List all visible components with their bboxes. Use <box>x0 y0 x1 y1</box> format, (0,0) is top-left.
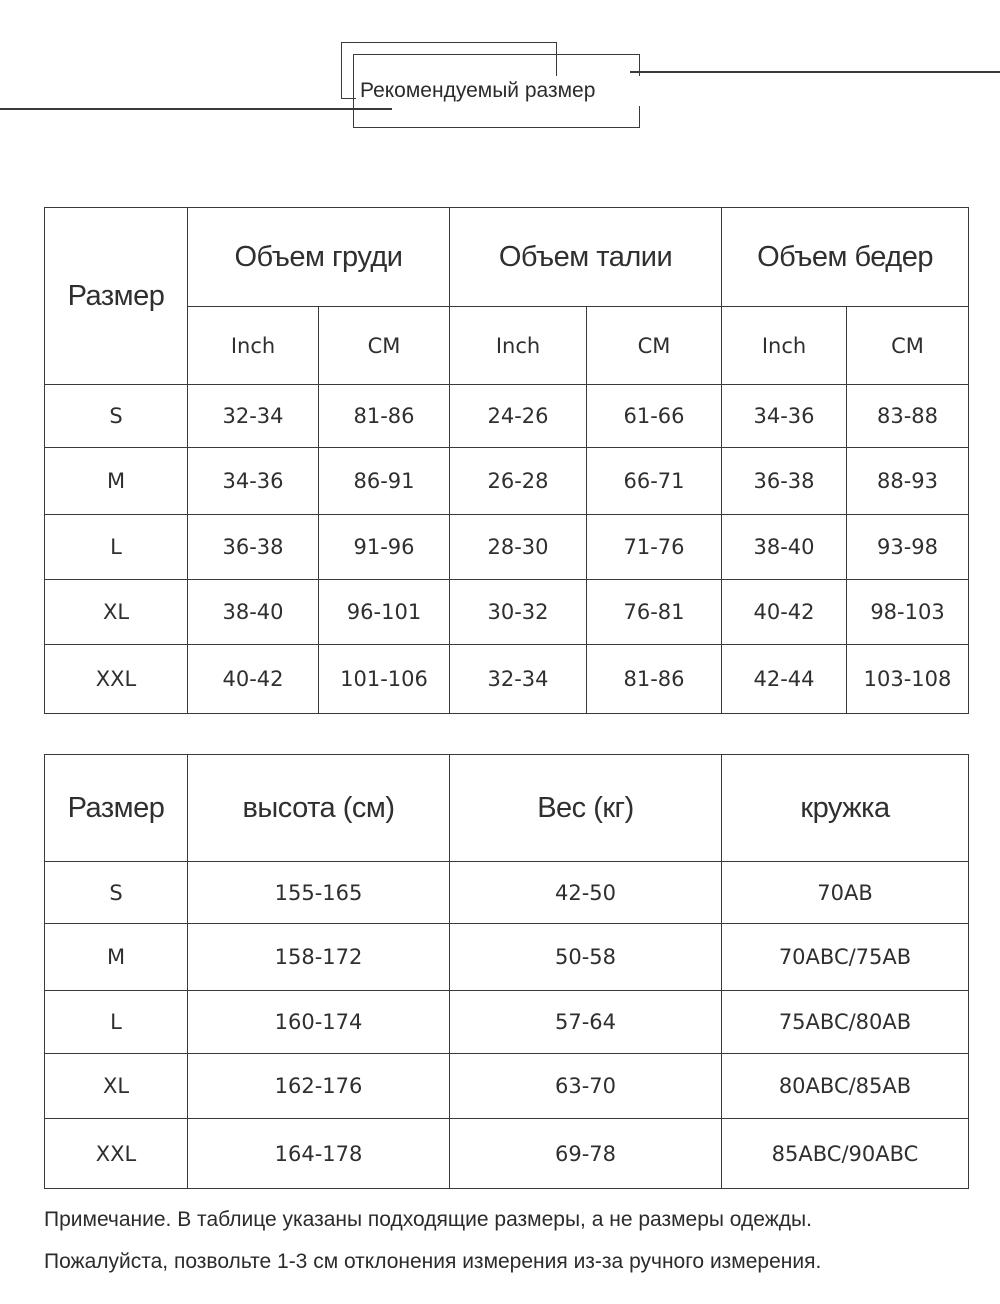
value-cell: 26-28 <box>450 448 587 515</box>
bust-inch-header: Inch <box>188 307 319 385</box>
value-cell: 93-98 <box>847 515 969 580</box>
table-row <box>45 1054 969 1119</box>
size-cell: XXL <box>45 645 188 714</box>
table-row <box>45 580 969 645</box>
size-cell: L <box>45 515 188 580</box>
table-row <box>45 515 969 580</box>
value-cell: 32-34 <box>450 645 587 714</box>
value-cell: 76-81 <box>587 580 722 645</box>
value-cell: 91-96 <box>319 515 450 580</box>
body-measurement-table <box>44 207 969 714</box>
value-cell: 96-101 <box>319 580 450 645</box>
table-row <box>45 924 969 991</box>
height-cell: 160-174 <box>188 991 450 1054</box>
value-cell: 38-40 <box>722 515 847 580</box>
waist-header: Объем талии <box>450 208 722 307</box>
fit-table <box>44 754 969 1189</box>
value-cell: 98-103 <box>847 580 969 645</box>
value-cell: 71-76 <box>587 515 722 580</box>
cup-cell: 70AB <box>722 862 969 924</box>
page-title: Рекомендуемый размер <box>356 76 646 106</box>
size-cell: XL <box>45 1054 188 1119</box>
value-cell: 32-34 <box>188 385 319 448</box>
height-cell: 162-176 <box>188 1054 450 1119</box>
title-right-line <box>630 71 1000 73</box>
value-cell: 28-30 <box>450 515 587 580</box>
value-cell: 34-36 <box>722 385 847 448</box>
table-row <box>45 1119 969 1189</box>
waist-cm-header: CM <box>587 307 722 385</box>
value-cell: 81-86 <box>319 385 450 448</box>
value-cell: 36-38 <box>722 448 847 515</box>
value-cell: 61-66 <box>587 385 722 448</box>
height-cell: 158-172 <box>188 924 450 991</box>
size-column-header: Размер <box>45 755 188 862</box>
value-cell: 101-106 <box>319 645 450 714</box>
hip-header: Объем бедер <box>722 208 969 307</box>
value-cell: 42-44 <box>722 645 847 714</box>
cup-cell: 80ABC/85AB <box>722 1054 969 1119</box>
height-cell: 164-178 <box>188 1119 450 1189</box>
value-cell: 40-42 <box>722 580 847 645</box>
value-cell: 103-108 <box>847 645 969 714</box>
value-cell: 24-26 <box>450 385 587 448</box>
bust-cm-header: CM <box>319 307 450 385</box>
size-cell: XXL <box>45 1119 188 1189</box>
table-row <box>45 991 969 1054</box>
table-row <box>45 448 969 515</box>
weight-header: Вес (кг) <box>450 755 722 862</box>
waist-inch-header: Inch <box>450 307 587 385</box>
size-cell: M <box>45 448 188 515</box>
bust-header: Объем груди <box>188 208 450 307</box>
note-text: Пожалуйста, позвольте 1-3 см отклонения измерения из-за ручного измерения. <box>44 1250 822 1273</box>
weight-cell: 69-78 <box>450 1119 722 1189</box>
height-header: высота (см) <box>188 755 450 862</box>
value-cell: 30-32 <box>450 580 587 645</box>
weight-cell: 63-70 <box>450 1054 722 1119</box>
table-row <box>45 385 969 448</box>
title-left-line <box>0 108 392 110</box>
value-cell: 86-91 <box>319 448 450 515</box>
value-cell: 38-40 <box>188 580 319 645</box>
height-cell: 155-165 <box>188 862 450 924</box>
table-row <box>45 862 969 924</box>
cup-cell: 75ABC/80AB <box>722 991 969 1054</box>
weight-cell: 42-50 <box>450 862 722 924</box>
cup-cell: 70ABC/75AB <box>722 924 969 991</box>
value-cell: 81-86 <box>587 645 722 714</box>
cup-cell: 85ABC/90ABC <box>722 1119 969 1189</box>
hip-cm-header: CM <box>847 307 969 385</box>
value-cell: 83-88 <box>847 385 969 448</box>
weight-cell: 57-64 <box>450 991 722 1054</box>
size-column-header: Размер <box>45 208 188 385</box>
size-cell: S <box>45 385 188 448</box>
value-cell: 34-36 <box>188 448 319 515</box>
size-cell: L <box>45 991 188 1054</box>
size-cell: M <box>45 924 188 991</box>
hip-inch-header: Inch <box>722 307 847 385</box>
size-cell: S <box>45 862 188 924</box>
value-cell: 88-93 <box>847 448 969 515</box>
note-text: Примечание. В таблице указаны подходящие размеры, а не размеры одежды. <box>44 1208 812 1231</box>
value-cell: 66-71 <box>587 448 722 515</box>
cup-header: кружка <box>722 755 969 862</box>
table-row <box>45 645 969 714</box>
value-cell: 36-38 <box>188 515 319 580</box>
size-cell: XL <box>45 580 188 645</box>
value-cell: 40-42 <box>188 645 319 714</box>
weight-cell: 50-58 <box>450 924 722 991</box>
